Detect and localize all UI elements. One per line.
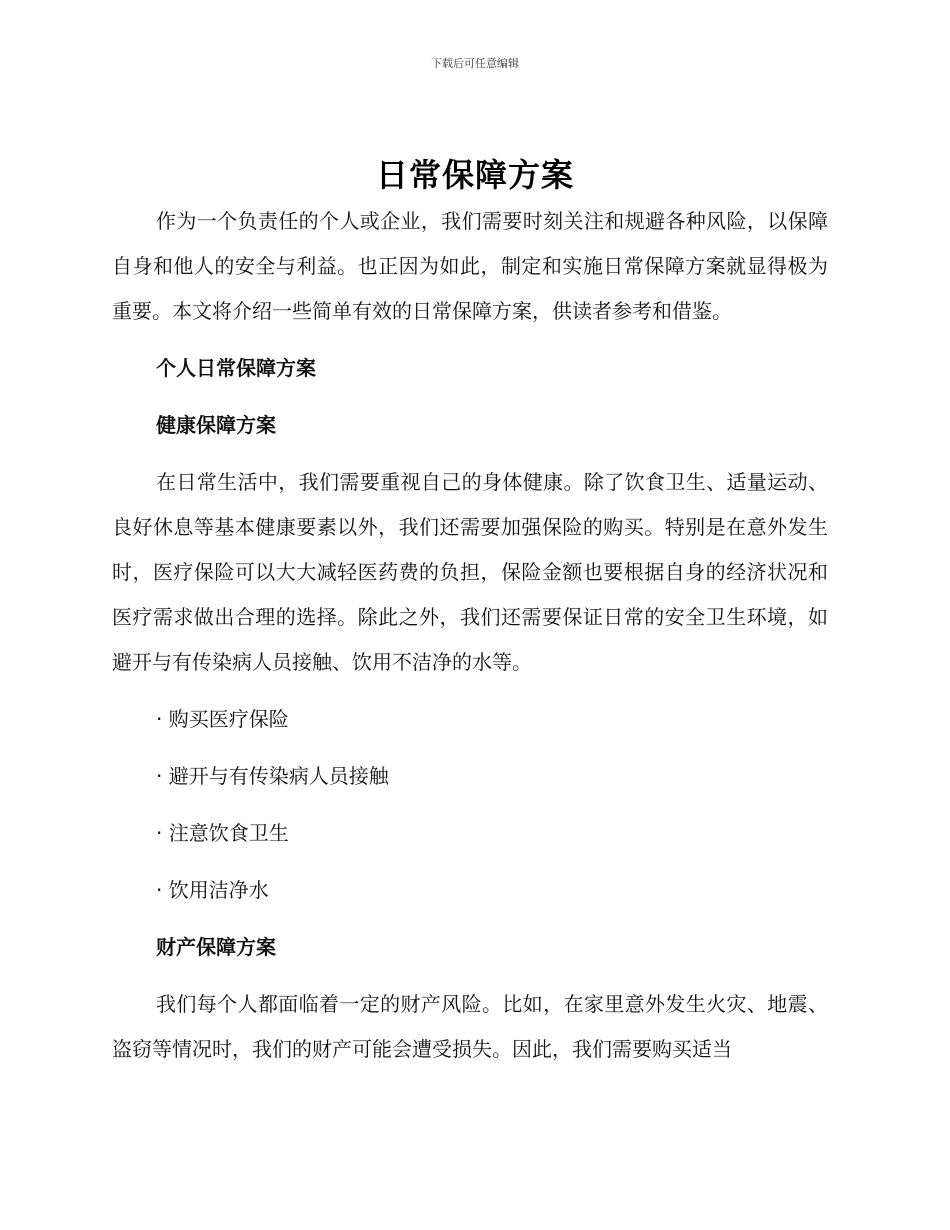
health-bullet-item: · 饮用洁净水 xyxy=(156,878,269,902)
header-note: 下载后可任意编辑 xyxy=(431,57,519,70)
health-bullet-item: · 购买医疗保险 xyxy=(156,707,289,731)
spacer xyxy=(112,742,828,754)
health-bullet-item: · 注意饮食卫生 xyxy=(156,821,289,845)
document-title: 日常保障方案 xyxy=(375,156,574,194)
spacer xyxy=(112,334,828,346)
health-bullet-item: · 避开与有传染病人员接触 xyxy=(156,764,389,788)
spacer xyxy=(112,391,828,403)
property-paragraph: 我们每个人都面临着一定的财产风险。比如，在家里意外发生火灾、地震、盗窃等情况时，我们的财产可能会遭受损失。因此，我们需要购买适当 xyxy=(112,992,828,1061)
health-paragraph: 在日常生活中，我们需要重视自己的身体健康。除了饮食卫生、适量运动、良好休息等基本健康要素以外，我们还需要加强保险的购买。特别是在意外发生时，医疗保险可以大大减轻医药费的负担，保险金额也要根据自身的经济状况和医疗需求做出合理的选择。除此之外，我们还需要保证日常的安全卫生环境，如避开与有传染病人员接触、饮用不洁净的水等。 xyxy=(112,470,828,674)
section-heading-personal: 个人日常保障方案 xyxy=(156,356,316,380)
spacer xyxy=(112,913,828,925)
spacer xyxy=(112,685,828,697)
document-body xyxy=(112,199,828,1072)
section-heading-health: 健康保障方案 xyxy=(156,413,276,437)
spacer xyxy=(112,799,828,811)
spacer xyxy=(112,448,828,460)
section-heading-property: 财产保障方案 xyxy=(156,935,276,959)
spacer xyxy=(112,856,828,868)
intro-paragraph: 作为一个负责任的个人或企业，我们需要时刻关注和规避各种风险，以保障自身和他人的安全与利益。也正因为如此，制定和实施日常保障方案就显得极为重要。本文将介绍一些简单有效的日常保障方案，供读者参考和借鉴。 xyxy=(112,209,828,323)
spacer xyxy=(112,970,828,982)
